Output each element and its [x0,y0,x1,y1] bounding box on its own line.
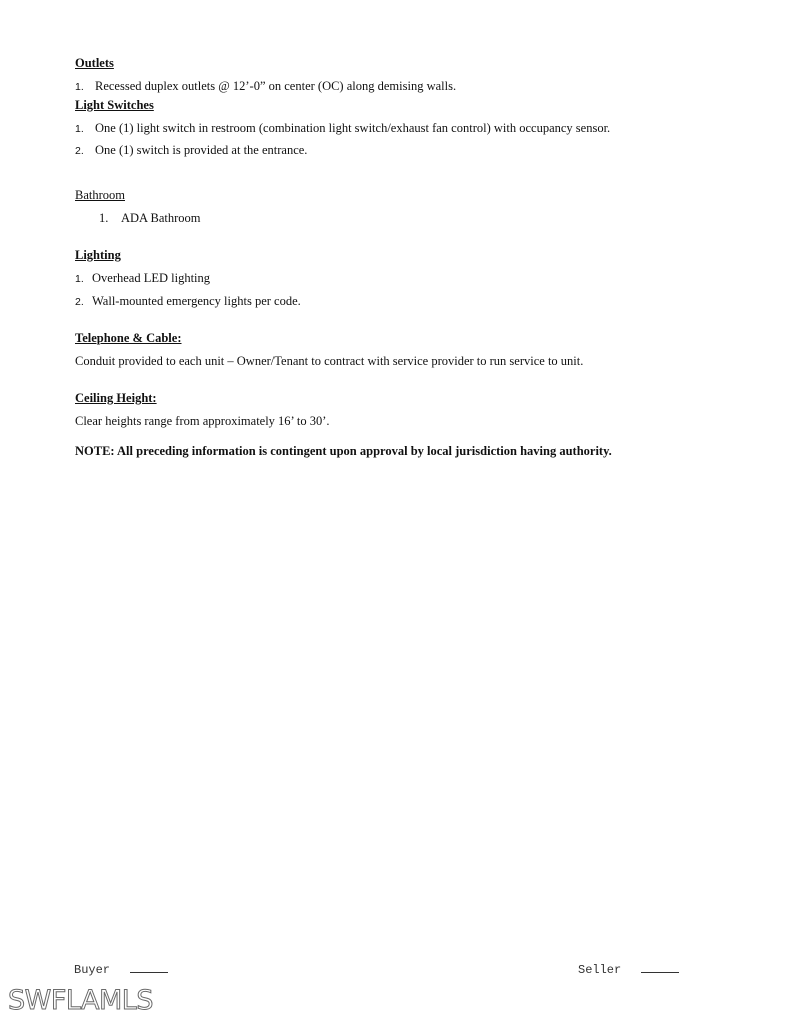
ceiling-height-text: Clear heights range from approximately 16’ to 30’. [75,414,330,428]
seller-signature [578,962,679,977]
lighting-heading: Lighting [75,248,121,262]
list-number: 1. [75,123,84,135]
bathroom-heading: Bathroom [75,188,125,202]
approval-note: NOTE: All preceding information is contingent upon approval by local jurisdiction having authority. [75,444,612,458]
list-number: 2. [75,145,84,157]
light-switches-item-1 [75,121,610,136]
list-text: ADA Bathroom [121,211,201,225]
lighting-item-2 [75,294,301,309]
list-number: 2. [75,296,84,308]
ceiling-height-heading: Ceiling Height: [75,391,157,405]
list-text: One (1) switch is provided at the entrance. [95,143,308,157]
telephone-cable-text: Conduit provided to each unit – Owner/Tenant to contract with service provider to run service to unit. [75,354,584,368]
buyer-signature [74,962,168,977]
lighting-item-1 [75,271,210,286]
buyer-initial-line[interactable] [130,962,168,973]
list-number: 1. [99,211,109,225]
list-text: One (1) light switch in restroom (combination light switch/exhaust fan control) with occupancy sensor. [95,121,611,135]
seller-label: Seller [578,963,622,977]
buyer-label: Buyer [74,963,111,977]
list-text: Wall-mounted emergency lights per code. [92,294,301,308]
list-text: Overhead LED lighting [92,271,211,285]
telephone-cable-heading: Telephone & Cable: [75,331,182,345]
bathroom-item-1 [99,211,201,226]
list-number: 1. [75,81,84,93]
light-switches-item-2 [75,143,307,158]
outlets-heading: Outlets [75,56,114,70]
mls-watermark-logo: SWFLAMLS [8,985,153,1016]
seller-initial-line[interactable] [641,962,679,973]
list-number: 1. [75,273,84,285]
light-switches-heading: Light Switches [75,98,154,112]
list-text: Recessed duplex outlets @ 12’-0” on center (OC) along demising walls. [95,79,457,93]
outlets-item-1 [75,79,456,94]
